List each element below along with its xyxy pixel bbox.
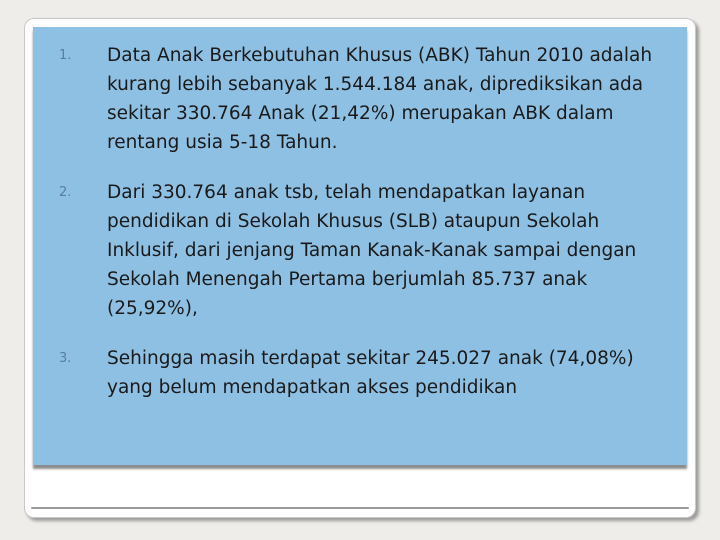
item-text: Dari 330.764 anak tsb, telah mendapatkan layanan pendidikan di Sekolah Khusus (SLB) ataupun Sekolah Inklusif, dari jenjang Taman Kanak-Kanak sampai dengan Sekolah Menengah Pertama berjumlah 85.737 anak (25,92%), [107, 182, 637, 319]
slide-card [24, 18, 696, 518]
content-panel [33, 27, 687, 465]
item-number: 3. [59, 351, 72, 366]
list-item [33, 344, 687, 402]
item-text: Sehingga masih terdapat sekitar 245.027 anak (74,08%) yang belum mendapatkan akses pendidikan [107, 348, 634, 398]
item-text: Data Anak Berkebutuhan Khusus (ABK) Tahun 2010 adalah kurang lebih sebanyak 1.544.184 anak, diprediksikan ada sekitar 330.764 Anak (21,42%) merupakan ABK dalam rentang usia 5-18 Tahun. [107, 45, 653, 153]
footer-divider [31, 507, 689, 509]
numbered-list [33, 41, 687, 423]
list-item [33, 178, 687, 323]
item-number: 2. [59, 185, 72, 200]
item-number: 1. [59, 48, 72, 63]
list-item [33, 41, 687, 157]
